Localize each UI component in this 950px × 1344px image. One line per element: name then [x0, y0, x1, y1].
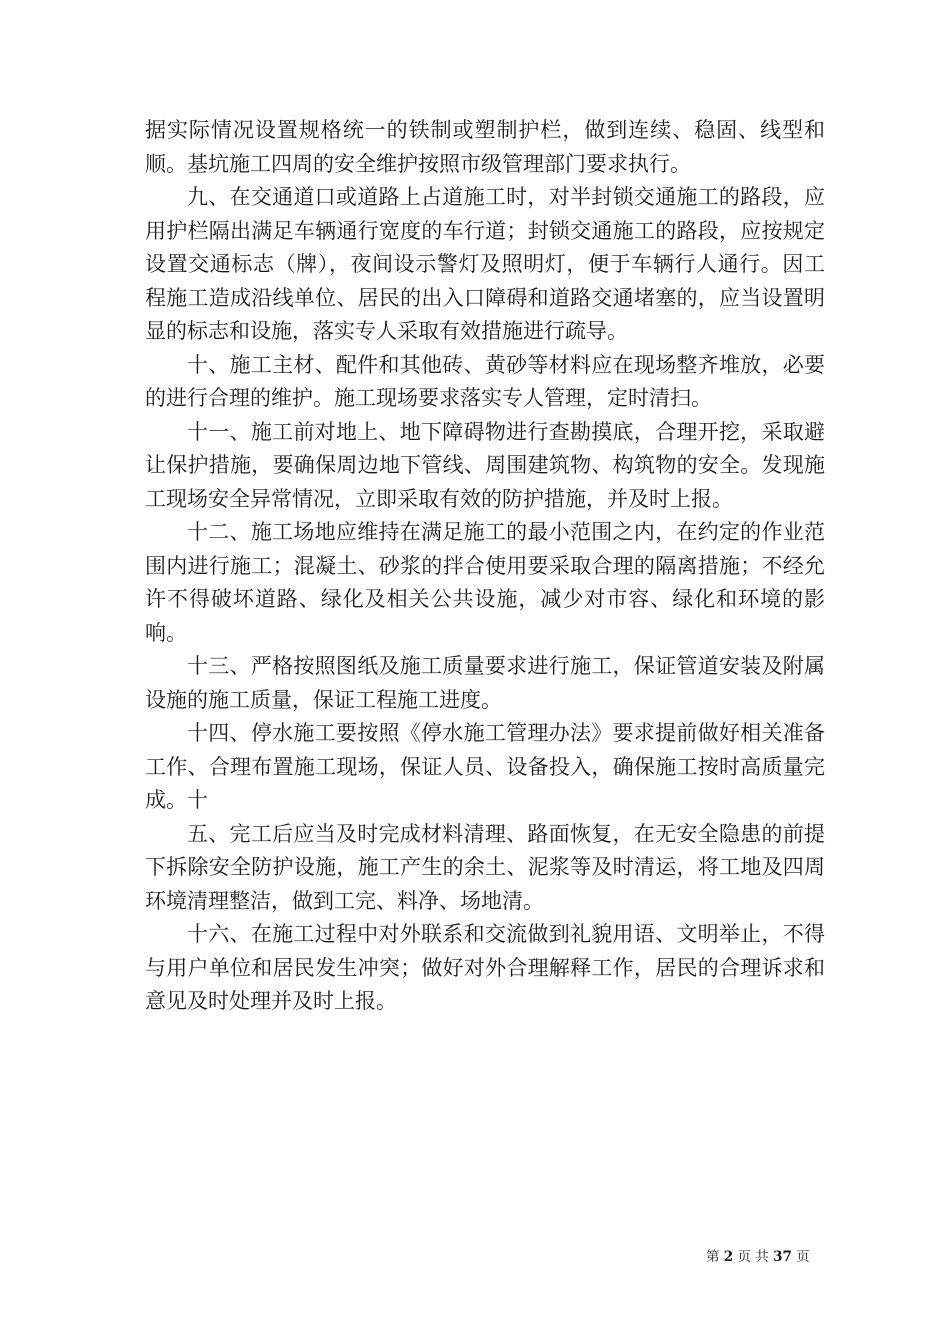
paragraph-item-12: 十二、施工场地应维持在满足施工的最小范围之内，在约定的作业范围内进行施工；混凝土、砂浆的拌合使用要采取合理的隔离措施；不经允许不得破坏道路、绿化及相关公共设施，减少对市容、绿化和环境的影响。 — [145, 520, 825, 645]
footer-current-page: 2 — [723, 1249, 734, 1265]
document-body — [145, 114, 825, 1019]
footer-suffix: 页 — [796, 1249, 810, 1265]
paragraph-continuation: 据实际情况设置规格统一的铁制或塑制护栏，做到连续、稳固、线型和顺。基坑施工四周的安全维护按照市级管理部门要求执行。 — [145, 118, 825, 176]
paragraph-item-13: 十三、严格按照图纸及施工质量要求进行施工，保证管道安装及附属设施的施工质量，保证工程施工进度。 — [145, 654, 825, 712]
footer-middle: 页 共 — [737, 1249, 769, 1265]
footer-prefix: 第 — [706, 1249, 720, 1265]
page-number-footer — [706, 1248, 810, 1266]
footer-total-pages: 37 — [773, 1249, 792, 1265]
paragraph-item-11: 十一、施工前对地上、地下障碍物进行查勘摸底，合理开挖，采取避让保护措施，要确保周边地下管线、周围建筑物、构筑物的安全。发现施工现场安全异常情况，立即采取有效的防护措施，并及时上报。 — [145, 419, 825, 511]
paragraph-item-9: 九、在交通道口或道路上占道施工时，对半封锁交通施工的路段，应用护栏隔出满足车辆通行宽度的车行道；封锁交通施工的路段，应按规定设置交通标志（牌），夜间设示警灯及照明灯，便于车辆行人通行。因工程施工造成沿线单位、居民的出入口障碍和道路交通堵塞的，应当设置明显的标志和设施，落实专人采取有效措施进行疏导。 — [145, 185, 825, 343]
paragraph-item-16: 十六、在施工过程中对外联系和交流做到礼貌用语、文明举止，不得与用户单位和居民发生冲突；做好对外合理解释工作，居民的合理诉求和意见及时处理并及时上报。 — [145, 922, 825, 1013]
paragraph-item-14: 十四、停水施工要按照《停水施工管理办法》要求提前做好相关准备工作、合理布置施工现场，保证人员、设备投入，确保施工按时高质量完成。十 — [145, 721, 825, 812]
paragraph-item-15: 五、完工后应当及时完成材料清理、路面恢复，在无安全隐患的前提下拆除安全防护设施，施工产生的余土、泥浆等及时清运，将工地及四周环境清理整洁，做到工完、料净、场地清。 — [145, 821, 825, 913]
paragraph-item-10: 十、施工主材、配件和其他砖、黄砂等材料应在现场整齐堆放，必要的进行合理的维护。施工现场要求落实专人管理，定时清扫。 — [145, 352, 825, 410]
